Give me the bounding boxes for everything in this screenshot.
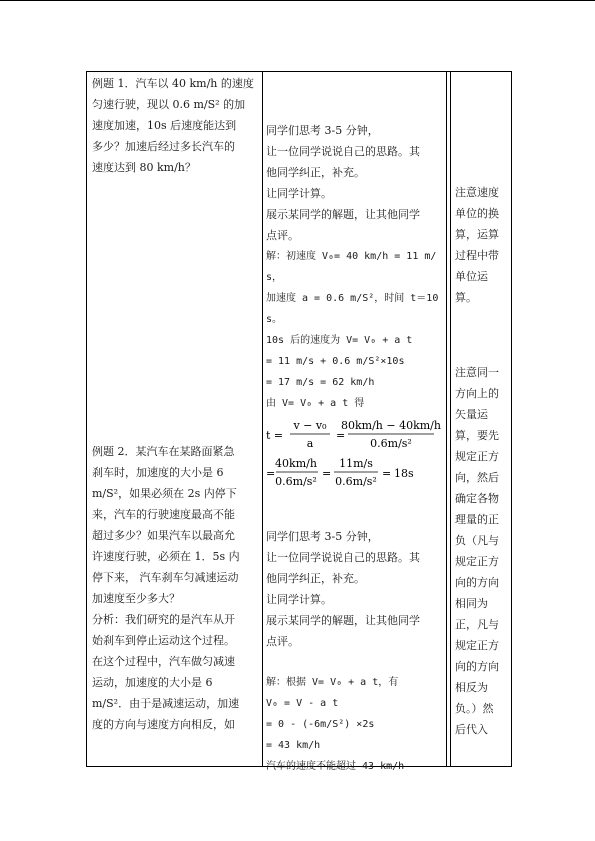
analysis xyxy=(92,609,262,735)
page-top-rule xyxy=(0,0,595,1)
text-line: 负。）然 xyxy=(455,702,494,715)
text-line: V₀ = V - a t xyxy=(266,698,339,709)
text-line: 点评。 xyxy=(266,635,299,648)
process-block-1 xyxy=(266,120,444,246)
table-divider-2 xyxy=(446,71,447,767)
solution-2 xyxy=(266,672,444,777)
example-1 xyxy=(92,73,262,178)
formula-1 xyxy=(266,418,444,452)
text-line: 规定正方 xyxy=(455,555,499,568)
text-line: 解：初速度 V₀= 40 km/h = 11 m/s， xyxy=(266,251,437,283)
text-line: 度的方向与速度方向相反，如 xyxy=(92,718,235,731)
text-line: 加速度 a = 0.6 m/S²，时间 t＝10 xyxy=(266,293,439,304)
formula-numerator: 11m/s xyxy=(339,457,373,470)
text-line: 让一位同学说说自己的思路。其 xyxy=(266,145,420,158)
text-line: 来，汽车的行驶速度最高不能 xyxy=(92,508,235,521)
formula-2-svg xyxy=(266,456,444,490)
text-line: 许速度行驶，必须在 1．5s 内 xyxy=(92,550,240,563)
solution-1 xyxy=(266,246,444,414)
note-2 xyxy=(455,362,507,740)
text-line: 多少？加速后经过多长汽车的 xyxy=(92,140,235,153)
text-line: = 17 m/s = 62 km/h xyxy=(266,377,375,388)
process-block-2 xyxy=(266,526,444,652)
text-line: 汽车的速度不能超过 43 km/h xyxy=(266,761,405,772)
text-line: 后代入 xyxy=(455,723,488,736)
text-line: 始刹车到停止运动这个过程。 xyxy=(92,634,235,647)
formula-2 xyxy=(266,456,444,490)
text-line: 他同学纠正，补充。 xyxy=(266,166,365,179)
text-line: 相同为 xyxy=(455,597,488,610)
formula-equals: = xyxy=(266,467,276,480)
text-line: 算。 xyxy=(455,291,477,304)
text-line: 同学们思考 3-5 分钟， xyxy=(266,530,379,543)
text-line: 他同学纠正，补充。 xyxy=(266,572,365,585)
text-line: 解：根据 V= V₀ + a t，有 xyxy=(266,677,399,688)
formula-result: 18s xyxy=(394,467,414,480)
text-line: 由 V= V₀ + a t 得 xyxy=(266,398,365,409)
text-line: 同学们思考 3-5 分钟， xyxy=(266,124,379,137)
text-line: 负（凡与 xyxy=(455,534,499,547)
text-line: 矢量运 xyxy=(455,408,488,421)
formula-denominator: 0.6m/s² xyxy=(335,475,377,488)
text-line: = 0 - (-6m/S²) ×2s xyxy=(266,719,375,730)
text-line: 相反为 xyxy=(455,681,488,694)
formula-denominator: a xyxy=(306,437,314,450)
text-line: 算，要先 xyxy=(455,429,499,442)
text-line: 刹车时，加速度的大小是 6 xyxy=(92,466,224,479)
text-line: 向的方向 xyxy=(455,660,499,673)
text-line: 算，运算 xyxy=(455,228,499,241)
text-line: 在这个过程中，汽车做匀减速 xyxy=(92,655,235,668)
text-line: 速度达到 80 km/h？ xyxy=(92,161,196,174)
text-line: 例题 1．汽车以 40 km/h 的速度 xyxy=(92,77,254,90)
formula-denominator: 0.6m/s² xyxy=(370,437,412,450)
text-line: 向的方向 xyxy=(455,576,499,589)
text-line: 让一位同学说说自己的思路。其 xyxy=(266,551,420,564)
text-line: m/S²．由于是减速运动，加速 xyxy=(92,697,240,710)
text-line: 例题 2．某汽车在某路面紧急 xyxy=(92,445,235,458)
text-line: 展示某同学的解题，让其他同学 xyxy=(266,208,420,221)
formula-1-svg xyxy=(266,418,444,452)
text-line: s。 xyxy=(266,314,283,325)
formula-equals: = xyxy=(322,467,332,480)
text-line: 单位的换 xyxy=(455,207,499,220)
text-line: 让同学计算。 xyxy=(266,187,332,200)
formula-numerator: v − v₀ xyxy=(293,419,327,432)
examples-column xyxy=(92,73,262,735)
text-line: 加速度至少多大？ xyxy=(92,592,180,605)
process-column xyxy=(266,120,444,777)
text-line: 10s 后的速度为 V= V₀ + a t xyxy=(266,335,413,346)
formula-equals: = xyxy=(382,467,392,480)
text-line: 注意速度 xyxy=(455,186,499,199)
text-line: 超过多少？如果汽车以最高允 xyxy=(92,529,235,542)
formula-numerator: 80km/h − 40km/h xyxy=(341,419,441,432)
formula-denominator: 0.6m/s² xyxy=(275,475,317,488)
text-line: = 43 km/h xyxy=(266,740,321,751)
formula-lhs: t = xyxy=(266,429,284,442)
text-line: 让同学计算。 xyxy=(266,593,332,606)
note-1 xyxy=(455,182,507,308)
text-line: 点评。 xyxy=(266,229,299,242)
text-line: 运动，加速度的大小是 6 xyxy=(92,676,213,689)
text-line: 单位运 xyxy=(455,270,488,283)
text-line: 展示某同学的解题，让其他同学 xyxy=(266,614,420,627)
formula-equals: = xyxy=(336,429,346,442)
table-divider-3 xyxy=(450,71,451,767)
text-line: 过程中带 xyxy=(455,249,499,262)
formula-numerator: 40km/h xyxy=(275,457,317,470)
table-divider-1 xyxy=(262,71,263,767)
text-line: 停下来， 汽车刹车匀减速运动 xyxy=(92,571,239,584)
text-line: 分析：我们研究的是汽车从开 xyxy=(92,613,235,626)
text-line: 理量的正 xyxy=(455,513,499,526)
text-line: 规定正方 xyxy=(455,450,499,463)
text-line: 方向上的 xyxy=(455,387,499,400)
text-line: 注意同一 xyxy=(455,366,499,379)
example-2 xyxy=(92,441,262,609)
text-line: m/S²，如果必须在 2s 内停下 xyxy=(92,487,237,500)
text-line: = 11 m/s + 0.6 m/S²×10s xyxy=(266,356,405,367)
text-line: 速度加速，10s 后速度能达到 xyxy=(92,119,237,132)
text-line: 向，然后 xyxy=(455,471,499,484)
text-line: 匀速行驶，现以 0.6 m/S² 的加 xyxy=(92,98,246,111)
text-line: 正，凡与 xyxy=(455,618,499,631)
text-line: 规定正方 xyxy=(455,639,499,652)
text-line: 确定各物 xyxy=(455,492,499,505)
notes-column xyxy=(455,182,507,740)
